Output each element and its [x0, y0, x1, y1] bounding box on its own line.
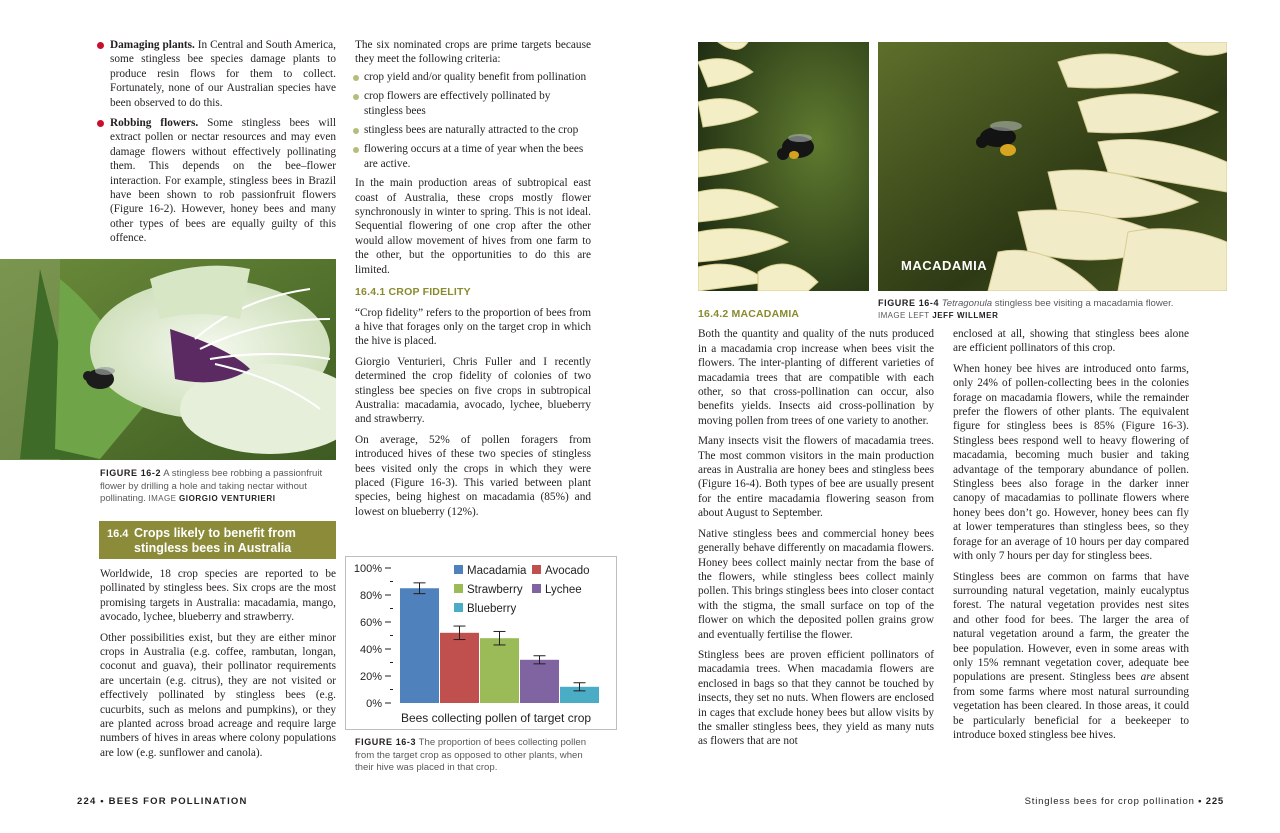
legend-swatch-lychee — [532, 584, 541, 593]
paragraph: Other possibilities exist, but they are either minor crops in Australia (e.g. coffee, rambutan, longan, coconut and guava), their pollinator requirements are uncertain (e.g. citrus), they are not visited or effectively pollinated by stingless bees (e.g. cucurbits, such as melons and pumpkins), or they are planted across broad acreage and require large numbers of hives in areas where colony populations are low (e.g. sunflower and canola). — [100, 631, 336, 759]
paragraph: Stingless bees are proven efficient pollinators of macadamia trees. When macadamia flowers are enclosed in bags so that they cannot be touched by insects, they set no nuts. When flowers are enclosed in cages that exclude honey bees but allow visits by the smaller stingless bees, they yield as many nuts as flowers that are not — [698, 648, 934, 748]
passionfruit-flower-photo — [0, 259, 336, 460]
legend-label-macadamia: Macadamia — [467, 565, 527, 577]
paragraph: enclosed at all, showing that stingless bees alone are efficient pollinators of this crop. — [953, 328, 1189, 355]
bullet-robbing-flowers: Robbing flowers. Some stingless bees will extract pollen or nectar resources and may even damage flowers without effectively pollinating them. This depends on the bee–flower interaction. For example, stingless bees in Brazil have been shown to rob passionfruit flowers (Figure 16-2). However, honey bees and many other types of bees are equally guilty of this offence. — [100, 116, 336, 246]
paragraph: Many insects visit the flowers of macadamia trees. The most common visitors in the main production areas in Australia are honey bees and stingless bees (Figure 16-4). Both types of bee are usually present for the entire macadamia flowering season from about August to September. — [698, 435, 934, 520]
left-col1-top — [100, 38, 336, 252]
heading-crop-fidelity: 16.4.1 CROP FIDELITY — [355, 286, 471, 299]
bar-lychee — [520, 660, 559, 703]
paragraph: “Crop fidelity” refers to the proportion of bees from a hive that forages only on the target crop in which the hive is placed. — [355, 306, 591, 348]
left-col2 — [355, 38, 591, 525]
y-tick-label: 40% — [359, 644, 382, 656]
legend-swatch-blueberry — [454, 603, 463, 612]
figure-16-4-caption: FIGURE 16-4 Tetragonula stingless bee visiting a macadamia flower. IMAGE LEFT JEFF WILLMER — [878, 298, 1174, 320]
criterion-item: crop flowers are effectively pollinated by stingless bees — [355, 89, 591, 118]
page-number: 224 — [77, 796, 97, 807]
legend-label-lychee: Lychee — [545, 584, 582, 596]
heading-macadamia: 16.4.2 MACADAMIA — [698, 308, 800, 320]
paragraph: On average, 52% of pollen foragers from introduced hives of these two species of stingless bees visited only the crops in which they were placed (Figure 16-3). This varied between plant species, being highest on macadamia (85%) and lowest on blueberry (12%). — [355, 433, 591, 518]
running-title: Stingless bees for crop pollination — [1024, 796, 1195, 807]
right-footer: Stingless bees for crop pollination • 225 — [1024, 796, 1224, 807]
paragraph: Giorgio Venturieri, Chris Fuller and I recently determined the crop fidelity of colonies of two stingless bee species on five crops in subtropical Australia: macadamia, avocado, lychee, blueberry and strawberry. — [355, 355, 591, 426]
figure-16-2-caption: FIGURE 16-2 A stingless bee robbing a passionfruit flower by drilling a hole and taking nectar without pollinating. IMAGE GIORGIO VENTURIERI — [100, 468, 323, 504]
paragraph: When honey bee hives are introduced onto farms, only 24% of pollen-collecting bees in the colonies forage on macadamia flowers, while the remainder prefer the flowers of other plants. The equivalent figure for stingless bees is 85% (Figure 16-3). Stingless bees respond well to heavy flowering of macadamia, becoming much busier and taking advantage of the temporary abundance of pollen. Stingless bees also forage in the darker inner canopy of macadamias to pollinate flowers where honey bees don’t go. However, honey bees can fly at lower temperatures than stingless bees, so they forage for an average of 10 hours per day compared with only 7 hours per day for stingless bees. — [953, 362, 1189, 563]
left-footer: 224 • BEES FOR POLLINATION — [77, 796, 248, 807]
y-tick-label: 60% — [359, 617, 382, 629]
bar-avocado — [440, 633, 479, 703]
bar-strawberry — [480, 638, 519, 703]
y-tick-label: 80% — [359, 590, 382, 602]
criterion-item: flowering occurs at a time of year when the bees are active. — [355, 142, 591, 171]
y-tick-label: 0% — [366, 698, 382, 710]
chart-svg — [346, 557, 616, 729]
paragraph: The six nominated crops are prime targets because they meet the following criteria: — [355, 39, 591, 66]
right-col2 — [953, 327, 1189, 748]
running-title: BEES FOR POLLINATION — [108, 796, 248, 807]
legend-swatch-strawberry — [454, 584, 463, 593]
photo-label-macadamia: MACADAMIA — [901, 258, 988, 273]
paragraph: Worldwide, 18 crop species are reported to be pollinated by stingless bees. Six crops are the most promising targets in Australia: macadamia, mango, avocado, lychee, blueberry and strawberry. — [100, 568, 336, 624]
criterion-item: crop yield and/or quality benefit from pollination — [355, 70, 591, 84]
paragraph: In the main production areas of subtropical east coast of Australia, these crops mostly flower synchronously in winter to spring. This is not ideal. Sequential flowering of one crop after the other would allow movement of hives from one farm to the other, but the opportunities to do this are limited. — [355, 177, 591, 276]
crop-fidelity-chart — [345, 556, 617, 730]
paragraph: Stingless bees are common on farms that have surrounding natural vegetation, mainly eucalyptus forest. The natural vegetation provides nest sites and other food for bees. The larger the area of natural vegetation around a farm, the greater the bee population. However, even in some areas with only 15% remnant vegetation cover, adequate bee populations are present. Stingless bees are absent from some farms where most natural surrounding vegetation has been cleared. In those areas, it could be particularly beneficial for a beekeeper to introduce boxed stingless bee hives. — [953, 570, 1190, 741]
section-16-4-heading: 16.4 Crops likely to benefit from stingless bees in Australia — [99, 521, 336, 559]
paragraph: Both the quantity and quality of the nuts produced in a macadamia crop increase when bees visit the flowers. The inter-planting of different varieties of macadamia trees that are compatible with each other, so that cross-pollination can occur, also benefits yields. Insects aid cross-pollination by moving pollen from trees of one variety to another. — [698, 328, 934, 427]
legend-swatch-macadamia — [454, 565, 463, 574]
bar-macadamia — [400, 588, 439, 703]
legend-swatch-avocado — [532, 565, 541, 574]
page-number: 225 — [1205, 796, 1224, 807]
macadamia-bee-photo-left — [698, 42, 869, 291]
macadamia-bee-photo-right — [878, 42, 1227, 291]
y-tick-label: 100% — [353, 563, 382, 575]
right-col1 — [698, 307, 934, 755]
legend-label-avocado: Avocado — [545, 565, 590, 577]
figure-16-3-caption: FIGURE 16-3 The proportion of bees collecting pollen from the target crop as opposed to other plants, when their hive was placed in that crop. — [355, 737, 587, 773]
legend-label-strawberry: Strawberry — [467, 584, 523, 596]
x-axis-label: Bees collecting pollen of target crop — [400, 711, 592, 725]
bullet-damaging-plants: Damaging plants. In Central and South America, some stingless bee species damage plants to produce resin flows for them to collect. Fortunately, none of our Australian species have been observed to do this. — [100, 38, 336, 110]
left-col1-bottom — [100, 567, 336, 766]
y-tick-label: 20% — [359, 671, 382, 683]
legend-label-blueberry: Blueberry — [467, 603, 517, 615]
criterion-item: stingless bees are naturally attracted to the crop — [355, 123, 591, 137]
paragraph: Native stingless bees and commercial honey bees generally behave differently on macadamia flowers. Honey bees collect mainly nectar from the base of the flowers, while stingless bees collect mainly pollen. This brings stingless bees into closer contact with the stigma, the small surface on top of the flower on which the deposited pollen grains grow and eventually fertilise the flower. — [698, 527, 934, 641]
